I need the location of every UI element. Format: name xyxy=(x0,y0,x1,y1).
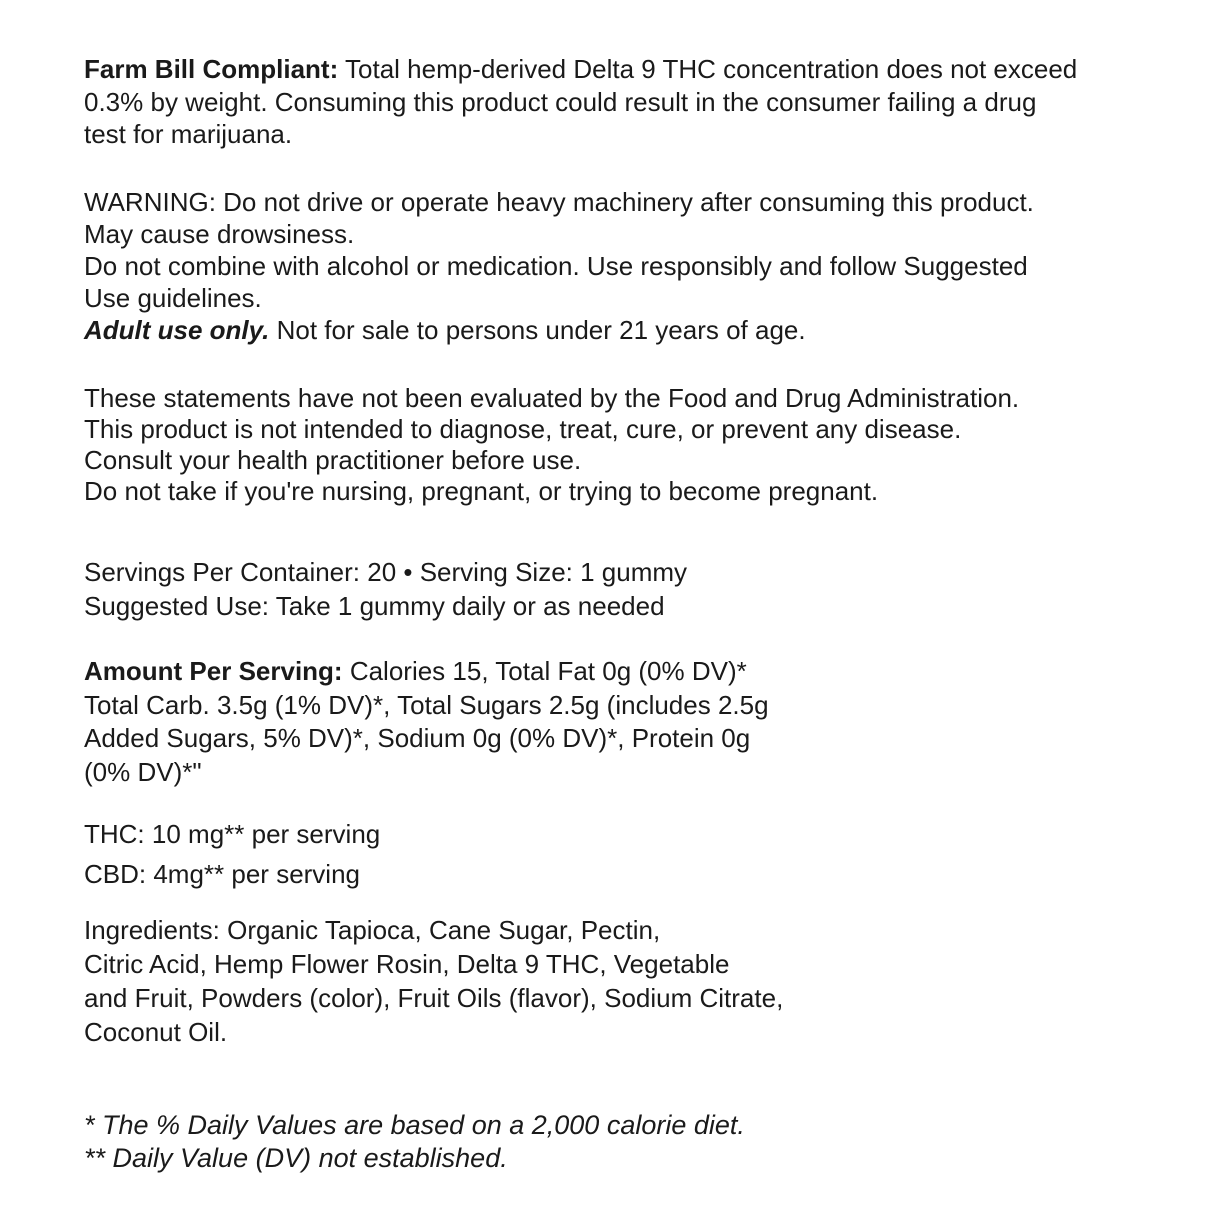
cbd-line xyxy=(84,854,380,894)
warning-line-3: Do not combine with alcohol or medication. Use responsibly and follow Suggested xyxy=(84,251,1028,281)
farm-bill-line-2: 0.3% by weight. Consuming this product could result in the consumer failing a drug xyxy=(84,86,1037,117)
warning-line-1 xyxy=(84,186,1034,218)
amount-text-1: Calories 15, Total Fat 0g (0% DV)* xyxy=(342,656,747,686)
warning-text-1: : Do not drive or operate heavy machinery after consuming this product. xyxy=(208,187,1034,217)
ingredients-line-3: and Fruit, Powders (color), Fruit Oils (flavor), Sodium Citrate, xyxy=(84,983,784,1013)
suggested-use-line: Suggested Use: Take 1 gummy daily or as needed xyxy=(84,591,665,621)
cbd-label: CBD: xyxy=(84,859,147,889)
thc-label: THC: xyxy=(84,819,145,849)
farm-bill-section xyxy=(84,53,1077,151)
adult-use-text: Not for sale to persons under 21 years of age. xyxy=(269,315,806,345)
warning-label: WARNING xyxy=(84,187,209,217)
ingredients-line-4: Coconut Oil. xyxy=(84,1017,228,1047)
farm-bill-text-1: Total hemp-derived Delta 9 THC concentration does not exceed xyxy=(338,54,1078,84)
warning-line-4: Use guidelines. xyxy=(84,283,262,313)
farm-bill-line-3: test for marijuana. xyxy=(84,119,293,149)
thc-line xyxy=(84,814,380,854)
farm-bill-line-1 xyxy=(84,53,1077,86)
ingredients-line-2: Citric Acid, Hemp Flower Rosin, Delta 9 THC, Vegetable xyxy=(84,949,730,979)
amount-label: Amount Per Serving: xyxy=(84,656,343,686)
ingredients-line-1: Ingredients: Organic Tapioca, Cane Sugar, Pectin, xyxy=(84,915,661,945)
amount-line-2: Total Carb. 3.5g (1% DV)*, Total Sugars 2.5g (includes 2.5g xyxy=(84,689,769,720)
fda-line-3: Consult your health practitioner before use. xyxy=(84,445,582,475)
footnote-2: ** Daily Value (DV) not established. xyxy=(84,1143,508,1173)
servings-section xyxy=(84,555,687,623)
warning-section xyxy=(84,186,1034,346)
fda-line-2: This product is not intended to diagnose, treat, cure, or prevent any disease. xyxy=(84,414,962,444)
amount-line-4: (0% DV)*" xyxy=(84,756,202,787)
adult-use-line xyxy=(84,314,1034,346)
cannabinoid-section xyxy=(84,814,380,894)
farm-bill-label: Farm Bill Compliant: xyxy=(84,54,339,84)
ingredients-section xyxy=(84,913,783,1049)
amount-line-3: Added Sugars, 5% DV)*, Sodium 0g (0% DV)*, Protein 0g xyxy=(84,723,751,753)
cbd-value: 4mg** per serving xyxy=(146,859,361,889)
warning-line-2: May cause drowsiness. xyxy=(84,219,355,249)
thc-value: 10 mg** per serving xyxy=(144,819,381,849)
fda-line-1: These statements have not been evaluated by the Food and Drug Administration. xyxy=(84,383,1020,413)
footnote-1: * The % Daily Values are based on a 2,000 calorie diet. xyxy=(84,1110,745,1140)
adult-use-label: Adult use only. xyxy=(84,315,270,345)
amount-per-serving-section xyxy=(84,655,769,789)
fda-line-4: Do not take if you're nursing, pregnant, or trying to become pregnant. xyxy=(84,476,879,506)
footnotes-section xyxy=(84,1109,745,1175)
amount-line-1 xyxy=(84,655,769,689)
servings-line-1: Servings Per Container: 20 • Serving Size: 1 gummy xyxy=(84,557,688,587)
fda-disclaimer-section xyxy=(84,383,1019,507)
